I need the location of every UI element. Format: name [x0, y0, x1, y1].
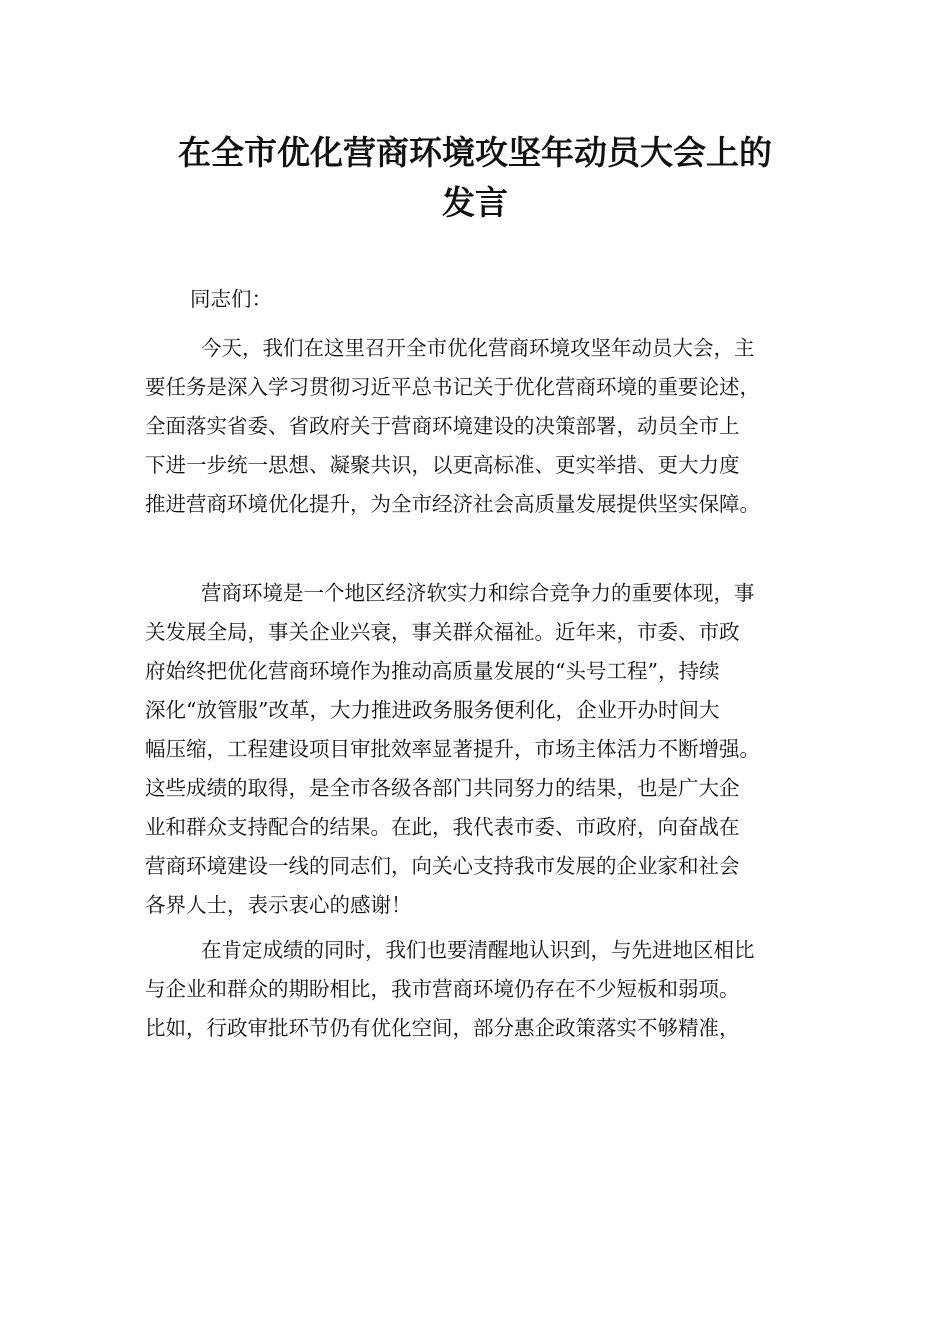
paragraph-1 — [145, 329, 810, 524]
title-line-2: 发言 — [442, 183, 508, 222]
paragraph-3 — [145, 931, 810, 1048]
paragraph-3-line-1: 在肯定成绩的同时，我们也要清醒地认识到，与先进地区相比 — [201, 938, 755, 962]
paragraph-1-line-2: 要任务是深入学习贯彻习近平总书记关于优化营商环境的重要论述， — [145, 375, 760, 399]
title-line-1: 在全市优化营商环境攻坚年动员大会上的 — [178, 133, 772, 172]
paragraph-2-line-7: 业和群众支持配合的结果。在此，我代表市委、市政府，向奋战在 — [145, 815, 740, 839]
paragraph-2 — [145, 574, 810, 925]
paragraph-2-line-1: 营商环境是一个地区经济软实力和综合竞争力的重要体现，事 — [201, 581, 755, 605]
paragraph-2-line-3: 府始终把优化营商环境作为推动高质量发展的“头号工程”，持续 — [145, 659, 720, 683]
paragraph-2-line-8: 营商环境建设一线的同志们，向关心支持我市发展的企业家和社会 — [145, 854, 740, 878]
paragraph-2-line-2: 关发展全局，事关企业兴衰，事关群众福祉。近年来，市委、市政 — [145, 620, 740, 644]
paragraph-3-line-2: 与企业和群众的期盼相比，我市营商环境仍存在不少短板和弱项。 — [145, 977, 740, 1001]
document-body — [145, 280, 810, 1048]
greeting: 同志们： — [190, 287, 272, 311]
paragraph-2-line-4: 深化“放管服”改革，大力推进政务服务便利化，企业开办时间大 — [145, 698, 720, 722]
paragraph-1-line-4: 下进一步统一思想、凝聚共识，以更高标准、更实举措、更大力度 — [145, 453, 740, 477]
paragraph-2-line-6: 这些成绩的取得，是全市各级各部门共同努力的结果，也是广大企 — [145, 776, 740, 800]
paragraph-2-line-5: 幅压缩，工程建设项目审批效率显著提升，市场主体活力不断增强。 — [145, 737, 760, 761]
paragraph-1-line-3: 全面落实省委、省政府关于营商环境建设的决策部署，动员全市上 — [145, 414, 740, 438]
paragraph-1-line-1: 今天，我们在这里召开全市优化营商环境攻坚年动员大会，主 — [201, 336, 755, 360]
paragraph-2-line-9: 各界人士，表示衷心的感谢！ — [145, 893, 412, 917]
paragraph-1-line-5: 推进营商环境优化提升，为全市经济社会高质量发展提供坚实保障。 — [145, 492, 760, 516]
document-title — [0, 128, 950, 228]
paragraph-3-line-3: 比如，行政审批环节仍有优化空间，部分惠企政策落实不够精准， — [145, 1016, 740, 1040]
